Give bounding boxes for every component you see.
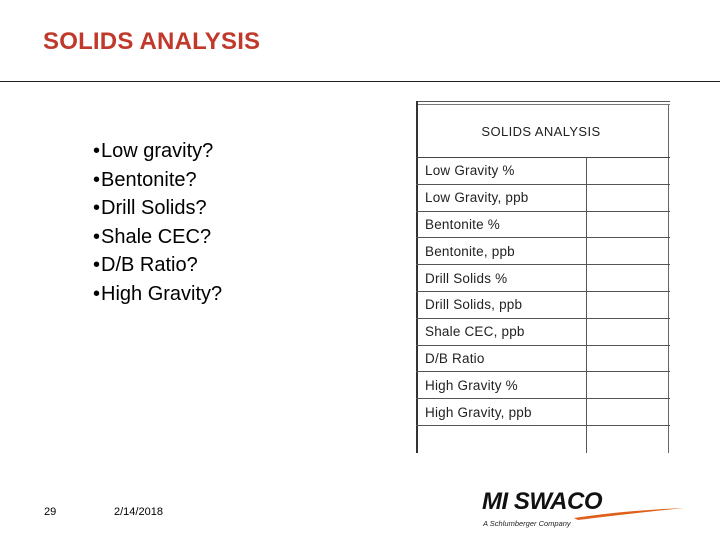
mi-swaco-logo <box>478 488 688 532</box>
form-row: Low Gravity, ppb <box>416 185 670 212</box>
form-row: Shale CEC, ppb <box>416 319 670 346</box>
footer-date: 2/14/2018 <box>114 506 163 518</box>
form-row: D/B Ratio <box>416 346 670 373</box>
form-header: SOLIDS ANALYSIS <box>481 123 601 139</box>
form-row: Bentonite % <box>416 212 670 239</box>
form-row: Bentonite, ppb <box>416 238 670 265</box>
form-row: Drill Solids % <box>416 265 670 292</box>
bullet-item: • Low gravity? <box>93 137 222 166</box>
logo-swoosh-icon <box>574 508 684 520</box>
form-top-border <box>416 101 670 102</box>
title-divider <box>0 81 720 82</box>
bullet-item: • High Gravity? <box>93 280 222 309</box>
logo-wordmark: MI SWACO <box>482 488 602 515</box>
form-rows <box>416 158 670 426</box>
form-row: Low Gravity % <box>416 158 670 185</box>
bullet-list <box>93 137 222 308</box>
bullet-item: • D/B Ratio? <box>93 251 222 280</box>
bullet-item: • Shale CEC? <box>93 223 222 252</box>
solids-analysis-form-image <box>416 101 670 453</box>
bullet-item: • Drill Solids? <box>93 194 222 223</box>
slide-title: SOLIDS ANALYSIS <box>43 28 261 55</box>
form-row: Drill Solids, ppb <box>416 292 670 319</box>
form-row: High Gravity, ppb <box>416 399 670 426</box>
page-number: 29 <box>44 506 57 518</box>
bullet-item: • Bentonite? <box>93 166 222 195</box>
form-row: High Gravity % <box>416 372 670 399</box>
logo-tagline: A Schlumberger Company <box>483 519 571 528</box>
